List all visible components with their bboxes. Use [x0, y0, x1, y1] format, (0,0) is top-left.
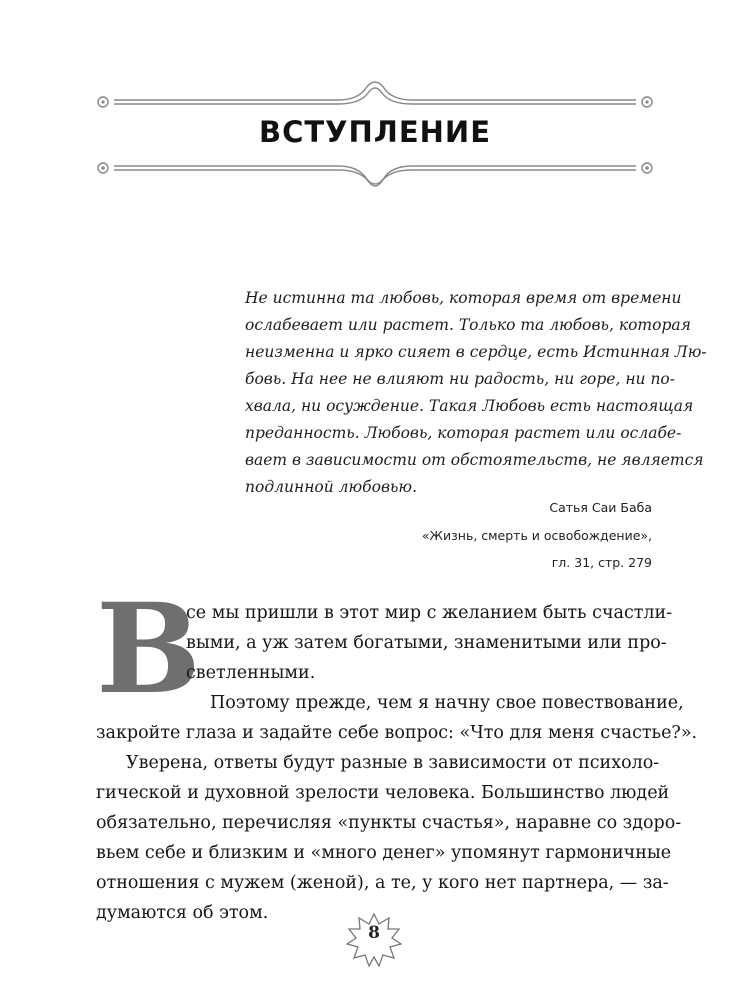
- epigraph-line: преданность. Любовь, которая растет или ослабе-: [245, 424, 682, 442]
- epigraph-source: «Жизнь, смерть и освобождение»,: [421, 528, 652, 543]
- epigraph-line: ослабевает или растет. Только та любовь, которая: [245, 316, 691, 334]
- epigraph-line: вает в зависимости от обстоятельств, не является: [245, 451, 704, 469]
- body-line: обязательно, перечисляя «пункты счастья», наравне со здоро-: [96, 813, 682, 833]
- epigraph-author: Сатья Саи Баба: [549, 500, 652, 515]
- body-line: се мы пришли в этот мир с желанием быть счастли-: [186, 603, 673, 623]
- drop-cap: В: [96, 577, 201, 722]
- chapter-title: ВСТУПЛЕНИЕ: [258, 115, 492, 149]
- body-text: [96, 598, 698, 928]
- body-line: светленными.: [186, 663, 316, 683]
- epigraph-line: подлинной любовью.: [245, 478, 417, 496]
- body-line: гической и духовной зрелости человека. Большинство людей: [96, 783, 670, 803]
- body-line: выми, а уж затем богатыми, знаменитыми или про-: [186, 633, 667, 653]
- body-line: Поэтому прежде, чем я начну свое повествование,: [210, 693, 684, 713]
- body-line: вьем себе и близким и «много денег» упомянут гармоничные: [96, 843, 672, 863]
- epigraph-line: бовь. На нее не влияют ни радость, ни горе, ни по-: [245, 370, 676, 388]
- body-line: закройте глаза и задайте себе вопрос: «Что для меня счастье?».: [96, 723, 698, 743]
- epigraph: [245, 285, 707, 501]
- epigraph-line: Не истинна та любовь, которая время от времени: [245, 289, 682, 307]
- body-line: отношения с мужем (женой), а те, у кого нет партнера, — за-: [96, 873, 669, 893]
- page-number: 8: [368, 923, 380, 943]
- body-line: Уверена, ответы будут разные в зависимости от психоло-: [126, 753, 660, 773]
- body-line: думаются об этом.: [96, 903, 269, 923]
- epigraph-line: неизменна и ярко сияет в сердце, есть Истинная Лю-: [245, 343, 707, 361]
- epigraph-reference: гл. 31, стр. 279: [551, 555, 652, 570]
- epigraph-line: хвала, ни осуждение. Такая Любовь есть настоящая: [245, 397, 694, 415]
